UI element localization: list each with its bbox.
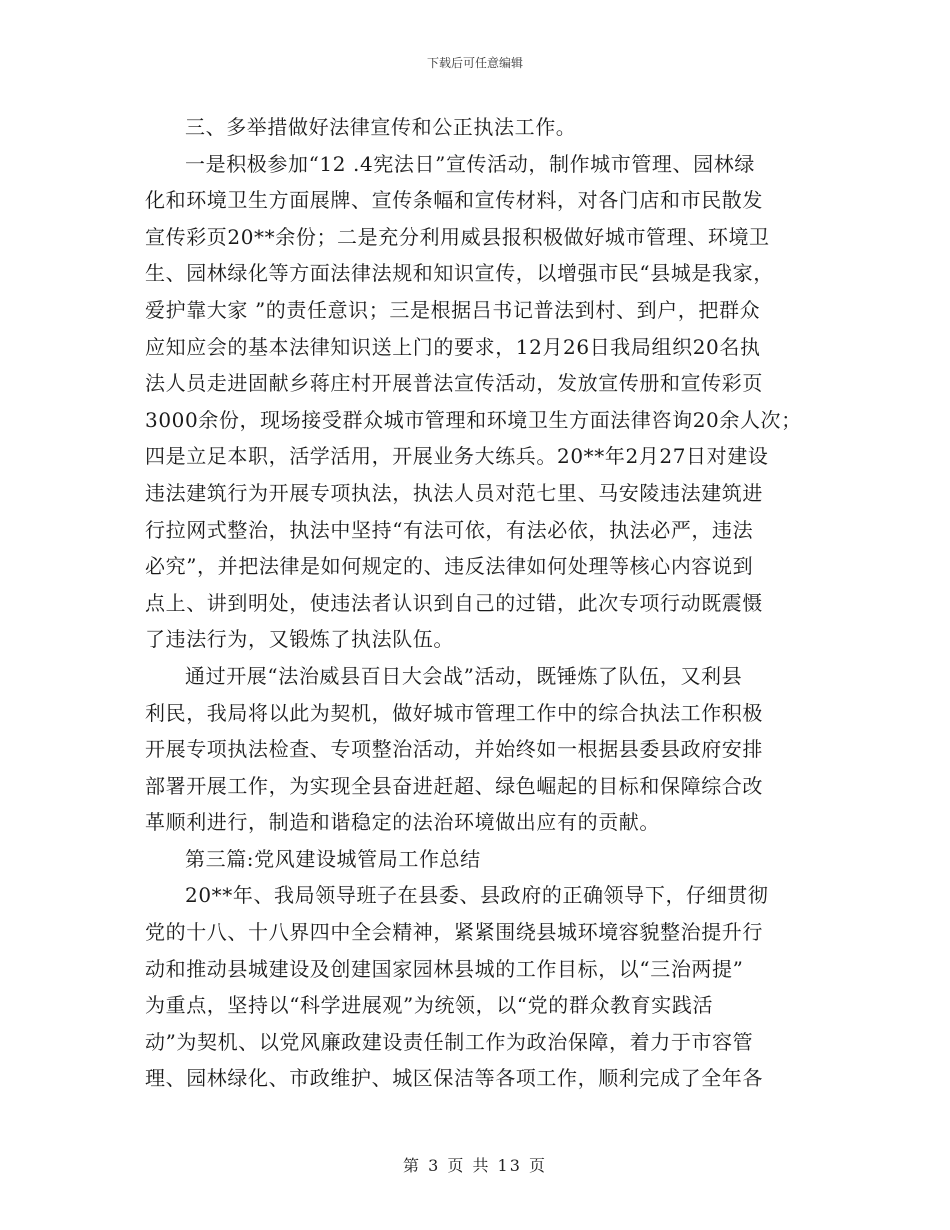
text-line: 利民，我局将以此为契机，做好城市管理工作中的综合执法工作积极 [145,700,763,725]
text-line: 革顺利进行，制造和谐稳定的法治环境做出应有的贡献。 [145,810,660,835]
text-line: 通过开展“法治威县百日大会战”活动，既锤炼了队伍，又利县 [185,663,743,688]
text-line: 部署开展工作，为实现全县奋进赶超、绿色崛起的目标和保障综合改 [145,773,763,798]
text-line: 动”为契机、以党风廉政建设责任制工作为政治保障，着力于市容管 [145,1029,754,1054]
text-line: 三、多举措做好法律宣传和公正执法工作。 [185,115,577,139]
text-line: 为重点，坚持以“科学进展观”为统领，以“党的群众教育实践活 [145,993,714,1018]
text-line: 法人员走进固献乡蒋庄村开展普法宣传活动，发放宣传册和宣传彩页 [145,371,763,396]
header-note: 下载后可任意编辑 [426,56,523,70]
text-line: 点上、讲到明处，使违法者认识到自己的过错，此次专项行动既震慑 [145,590,763,615]
text-line: 20**年、我局领导班子在县委、县政府的正确领导下，仔细贯彻 [185,883,769,908]
text-line: 四是立足本职，活学活用，开展业务大练兵。20**年2月27日对建设 [145,444,769,469]
document-body [145,109,815,1097]
text-line: 理、园林绿化、市政维护、城区保洁等各项工作，顺利完成了全年各 [145,1066,763,1091]
text-line: 党的十八、十八界四中全会精神，紧紧围绕县城环境容貌整治提升行 [145,920,763,945]
text-line: 化和环境卫生方面展牌、宣传条幅和宣传材料，对各门店和市民散发 [145,188,763,213]
text-line: 了违法行为，又锻炼了执法队伍。 [145,627,454,652]
text-line: 第三篇:党风建设城管局工作总结 [185,846,481,871]
text-line: 行拉网式整治，执法中坚持“有法可依，有法必依，执法必严，违法 [145,517,754,542]
text-line: 爱护靠大家 ”的责任意识；三是根据吕书记普法到村、到户，把群众 [145,297,761,322]
text-line: 动和推动县城建设及创建国家园林县城的工作目标，以“三治两提” [145,956,744,981]
text-line: 必究”，并把法律是如何规定的、违反法律如何处理等核心内容说到 [145,554,754,579]
text-line: 3000余份，现场接受群众城市管理和环境卫生方面法律咨询20余人次； [145,407,802,432]
text-line: 宣传彩页20**余份；二是充分利用威县报积极做好城市管理、环境卫 [145,224,770,249]
text-line: 生、园林绿化等方面法律法规和知识宣传，以增强市民“县城是我家， [145,261,774,286]
page-number-footer: 第 3 页 共 13 页 [403,1156,547,1175]
text-line: 开展专项执法检查、专项整治活动，并始终如一根据县委县政府安排 [145,737,763,762]
text-line: 违法建筑行为开展专项执法，执法人员对范七里、马安陵违法建筑进 [145,480,763,505]
text-line: 应知应会的基本法律知识送上门的要求，12月26日我局组织20名执 [145,334,761,359]
text-line: 一是积极参加“12 .4宪法日”宣传活动，制作城市管理、园林绿 [185,151,755,176]
